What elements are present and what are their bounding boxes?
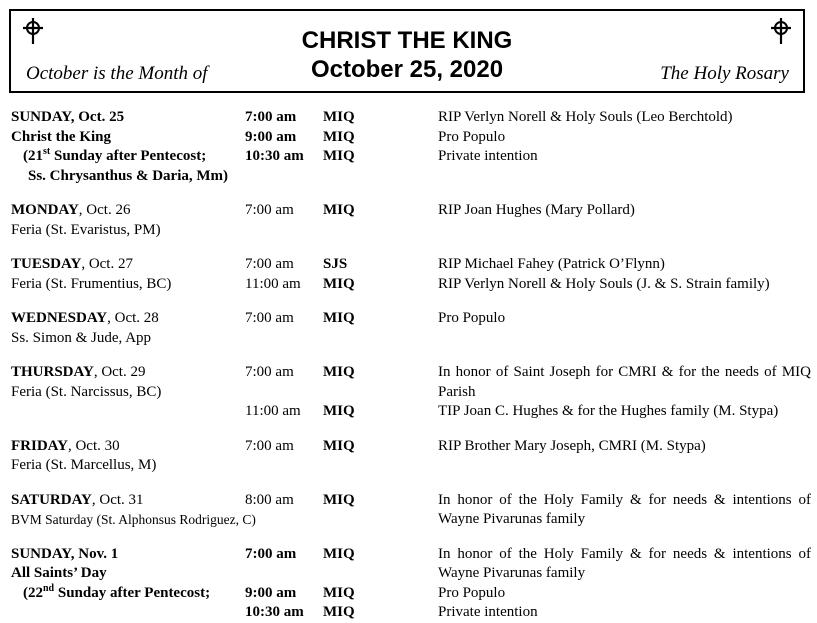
mass-time: 11:00 am [245, 275, 301, 292]
day-block [11, 363, 811, 422]
feast-name: Feria (St. Evaristus, PM) [11, 221, 161, 238]
mass-time: 11:00 am [245, 403, 301, 419]
mass-intention: In honor of the Holy Family & for needs & intentions of Wayne Pivarunas family [438, 491, 811, 527]
mass-intention: In honor of Saint Joseph for CMRI & for the needs of MIQ Parish [438, 364, 811, 400]
bulletin-date: October 25, 2020 [310, 56, 504, 83]
mass-time: 7:00 am [245, 545, 297, 562]
mass-intention: In honor of the Holy Family & for needs & intentions of Wayne Pivarunas family [438, 545, 811, 581]
feast-note: (22nd Sunday after Pentecost; [23, 582, 211, 601]
mass-time: 9:00 am [245, 584, 297, 601]
day-block [11, 545, 811, 623]
mass-place: MIQ [323, 275, 355, 292]
mass-intention: Pro Populo [438, 310, 506, 326]
mass-time: 7:00 am [245, 202, 294, 218]
mass-place: MIQ [323, 310, 355, 326]
day-heading: SUNDAY, Oct. 25 [11, 109, 125, 125]
feast-name: BVM Saturday (St. Alphonsus Rodriguez, C) [11, 512, 256, 527]
day-block [11, 309, 811, 348]
mass-place: MIQ [323, 584, 355, 601]
mass-place: MIQ [323, 128, 355, 145]
mass-intention: RIP Michael Fahey (Patrick O’Flynn) [438, 256, 665, 272]
mass-place: MIQ [323, 604, 355, 620]
mass-intention: RIP Verlyn Norell & Holy Souls (J. & S. Strain family) [438, 275, 770, 292]
parish-title: CHRIST THE KING [301, 27, 513, 54]
mass-place: MIQ [323, 491, 355, 508]
mass-time: 10:30 am [245, 604, 304, 620]
feast-name: Feria (St. Frumentius, BC) [11, 275, 172, 292]
mass-place: MIQ [323, 148, 355, 164]
mass-time: 7:00 am [245, 310, 294, 326]
feast-name: Feria (St. Marcellus, M) [11, 457, 157, 473]
mass-time: 8:00 am [245, 491, 294, 508]
day-heading: SUNDAY, Nov. 1 [11, 545, 119, 562]
mass-time: 7:00 am [245, 364, 294, 380]
mass-place: MIQ [323, 545, 355, 562]
month-dedication: The Holy Rosary [660, 63, 789, 84]
day-heading: THURSDAY, Oct. 29 [11, 364, 146, 380]
mass-intention: RIP Joan Hughes (Mary Pollard) [438, 202, 635, 218]
feast-name: Feria (St. Narcissus, BC) [11, 383, 162, 400]
day-block [11, 108, 811, 186]
mass-time: 9:00 am [245, 128, 297, 145]
month-prefix: October is the Month of [26, 63, 208, 84]
feast-name: Ss. Simon & Jude, App [11, 329, 152, 346]
mass-place: MIQ [323, 403, 355, 419]
day-heading: WEDNESDAY, Oct. 28 [11, 310, 159, 326]
feast-name: All Saints’ Day [11, 565, 107, 581]
day-block [11, 255, 811, 294]
day-heading: FRIDAY, Oct. 30 [11, 437, 120, 454]
feast-note: (21st Sunday after Pentecost; [23, 146, 207, 164]
feast-note: Ss. Chrysanthus & Daria, Mm) [28, 167, 229, 184]
mass-time: 10:30 am [245, 148, 304, 164]
day-block [11, 491, 811, 530]
mass-time: 7:00 am [245, 109, 297, 125]
mass-place: MIQ [323, 109, 355, 125]
mass-place: MIQ [323, 364, 355, 380]
mass-place: MIQ [323, 202, 355, 218]
mass-intention: TIP Joan C. Hughes & for the Hughes family (M. Stypa) [438, 403, 779, 419]
day-heading: MONDAY, Oct. 26 [11, 202, 131, 218]
bulletin-header [9, 9, 805, 93]
day-heading: TUESDAY, Oct. 27 [11, 256, 133, 272]
day-block [11, 201, 811, 240]
mass-intention: Pro Populo [438, 584, 506, 601]
mass-place: SJS [323, 256, 348, 272]
mass-intention: RIP Verlyn Norell & Holy Souls (Leo Berchtold) [438, 109, 733, 125]
day-heading: SATURDAY, Oct. 31 [11, 491, 144, 508]
mass-time: 7:00 am [245, 437, 294, 454]
mass-intention: Private intention [438, 604, 538, 620]
day-block [11, 437, 811, 476]
mass-intention: RIP Brother Mary Joseph, CMRI (M. Stypa) [438, 437, 706, 454]
mass-time: 7:00 am [245, 256, 294, 272]
mass-schedule [11, 108, 811, 623]
mass-intention: Private intention [438, 148, 538, 164]
mass-intention: Pro Populo [438, 128, 506, 145]
mass-place: MIQ [323, 437, 355, 454]
feast-name: Christ the King [11, 128, 112, 145]
